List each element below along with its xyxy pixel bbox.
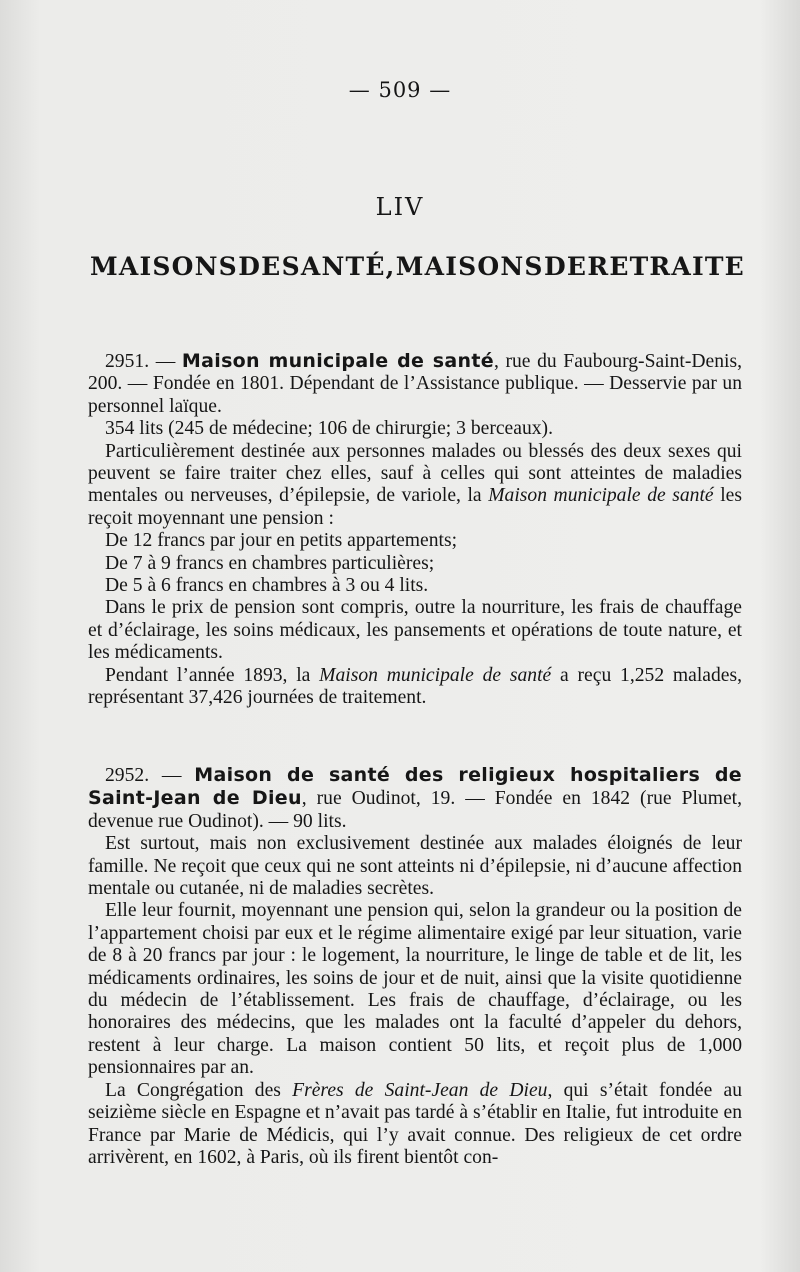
article-number: 2951. (105, 351, 150, 372)
included-paragraph: Dans le prix de pension sont compris, outre la nourriture, les frais de chauffage et d’éclairage, les soins médicaux, les pansements et opérations de toute nature, et les médicaments. (88, 597, 742, 664)
page-number: — 509 — (348, 78, 452, 102)
article-intro: 2951. — Maison municipale de santé, rue du Faubourg-Saint-Denis, 200. — Fondée en 1801. Dépendant de l’Assistance publique. — Desservie par un personnel laïque. (88, 350, 742, 417)
admission-paragraph: Particulièrement destinée aux personnes malades ou blessés des deux sexes qui peuvent se faire traiter chez elles, sauf à celles qui sont atteintes de maladies mentales ou nerveuses, d’épilepsie, de variole, la Maison municipale de santé les reçoit moyennant une pension : (88, 440, 742, 529)
title-word: MAISONS (90, 252, 238, 281)
title-word: MAISONS (395, 252, 544, 281)
chapter-number: LIV (375, 193, 425, 221)
price-line: De 12 francs par jour en petits appartements; (105, 530, 458, 552)
article-heading: Maison municipale de santé (181, 350, 494, 372)
chapter-title (90, 252, 745, 281)
article-intro: 2952. — Maison de santé des religieux hospitaliers de Saint-Jean de Dieu, rue Oudinot, 19. — Fondée en 1842 (rue Plumet, devenue rue Oudinot). — 90 lits. (88, 764, 742, 832)
article-2952 (88, 764, 742, 1169)
price-line: De 7 à 9 francs en chambres particulières; (105, 552, 435, 574)
admission-paragraph: Est surtout, mais non exclusivement destinée aux malades éloignés de leur famille. Ne reçoit que ceux qui ne sont atteints ni d’épilepsie, ni d’aucune affection mentale ou cutanée, ni de maladies secrètes. (88, 833, 742, 900)
title-word: RETRAITE (587, 252, 745, 281)
history-paragraph: La Congrégation des Frères de Saint-Jean de Dieu, qui s’était fondée au seizième siècle en Espagne et n’avait pas tardé à s’établir en Italie, fut introduite en France par Marie de Médicis, qui l’y avait connue. Des religieux de cet ordre arrivèrent, en 1602, à Paris, où ils firent bientôt con- (88, 1079, 742, 1168)
title-word: DE (543, 252, 588, 281)
article-heading: Maison de santé des religieux hospitaliers de Saint-Jean de Dieu (88, 764, 742, 810)
statistics-paragraph: Pendant l’année 1893, la Maison municipale de santé a reçu 1,252 malades, représentant 37,426 journées de traitement. (88, 664, 742, 709)
services-paragraph: Elle leur fournit, moyennant une pension qui, selon la grandeur ou la position de l’appartement choisi par eux et le régime alimentaire exigé par leur situation, varie de 8 à 20 francs par jour : le logement, la nourriture, le linge de table et de lit, les médicaments ordinaires, les soins de jour et de nuit, ainsi que la visite quotidienne du médecin de l’établissement. Les frais de chauffage, d’éclairage, ou les honoraires des médecins, que les malades ont la faculté d’appeler du dehors, restent à leur charge. La maison contient 50 lits, et reçoit plus de 1,000 pensionnaires par an. (88, 900, 742, 1079)
article-number: 2952. (105, 765, 150, 786)
article-2951 (88, 350, 742, 710)
beds-paragraph: 354 lits (245 de médecine; 106 de chirurgie; 3 berceaux). (105, 418, 553, 440)
price-line: De 5 à 6 francs en chambres à 3 ou 4 lits. (105, 575, 429, 597)
title-word: DE (238, 252, 282, 281)
title-word: SANTÉ, (281, 252, 396, 281)
